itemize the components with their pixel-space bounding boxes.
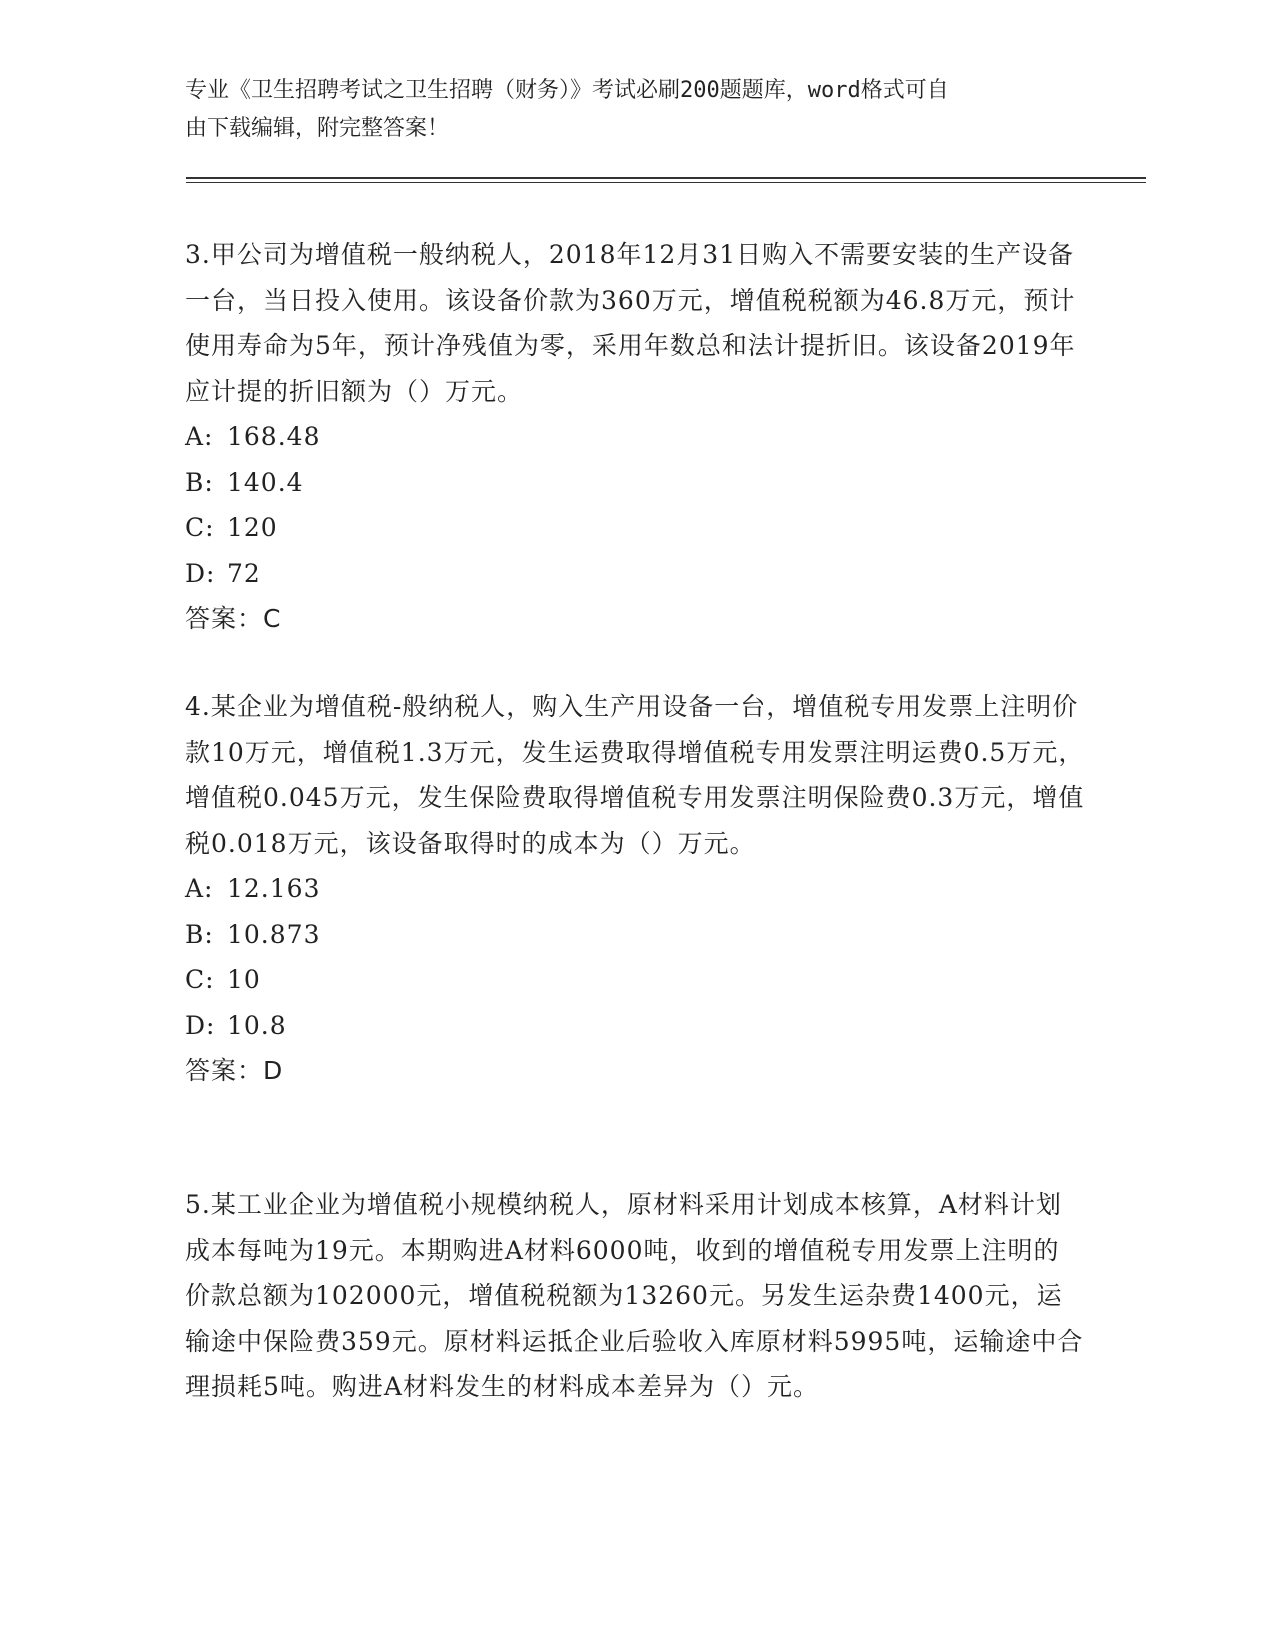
option-value: 168.48 [227, 422, 321, 451]
option-value: 12.163 [227, 874, 321, 903]
option-key: C: [185, 965, 215, 994]
option-list [185, 414, 1085, 596]
answer-line: 答案：C [185, 604, 282, 633]
header-line-1: 专业《卫生招聘考试之卫生招聘（财务）》考试必刷200题题库，word格式可自 [185, 78, 949, 103]
option-c [185, 505, 1085, 551]
option-list [185, 866, 1085, 1048]
option-a [185, 866, 1085, 912]
option-a [185, 414, 1085, 460]
header-divider-thick [186, 177, 1146, 179]
question-text: 4.某企业为增值税-般纳税人，购入生产用设备一台，增值税专用发票上注明价款10万元，增值税1.3万元，发生运费取得增值税专用发票注明运费0.5万元，增值税0.045万元，发生保险费取得增值税专用发票注明保险费0.3万元，增值税0.018万元，该设备取得时的成本为（）万元。 [185, 692, 1085, 858]
option-d [185, 1003, 1085, 1049]
option-key: D: [185, 1010, 216, 1040]
document-header [185, 72, 1075, 148]
option-key: C: [185, 513, 215, 542]
option-value: 10 [227, 965, 261, 994]
option-key: A: [185, 874, 214, 903]
question-4 [185, 684, 1085, 1094]
option-value: 10.873 [227, 919, 321, 949]
question-5 [185, 1182, 1085, 1410]
option-value: 72 [227, 558, 261, 588]
option-value: 140.4 [227, 467, 304, 497]
answer-line: 答案：D [185, 1056, 284, 1085]
option-d [185, 551, 1085, 597]
question-text: 5.某工业企业为增值税小规模纳税人，原材料采用计划成本核算，A材料计划成本每吨为19元。本期购进A材料6000吨，收到的增值税专用发票上注明的价款总额为102000元，增值税税额为13260元。另发生运杂费1400元，运输途中保险费359元。原材料运抵企业后验收入库原材料5995吨，运输途中合理损耗5吨。购进A材料发生的材料成本差异为（）元。 [185, 1190, 1084, 1401]
option-key: A: [185, 422, 214, 451]
header-line-2: 由下载编辑，附完整答案！ [185, 116, 450, 141]
option-key: B: [185, 467, 214, 497]
option-key: D: [185, 558, 216, 588]
option-b [185, 460, 1085, 506]
question-3 [185, 232, 1085, 642]
option-b [185, 912, 1085, 958]
question-text: 3.甲公司为增值税一般纳税人，2018年12月31日购入不需要安装的生产设备一台，当日投入使用。该设备价款为360万元，增值税税额为46.8万元，预计使用寿命为5年，预计净残值为零，采用年数总和法计提折旧。该设备2019年应计提的折旧额为（）万元。 [185, 240, 1076, 406]
header-divider-thin [186, 182, 1146, 183]
option-value: 120 [227, 513, 278, 542]
option-value: 10.8 [227, 1010, 287, 1040]
option-key: B: [185, 919, 214, 949]
option-c [185, 957, 1085, 1003]
